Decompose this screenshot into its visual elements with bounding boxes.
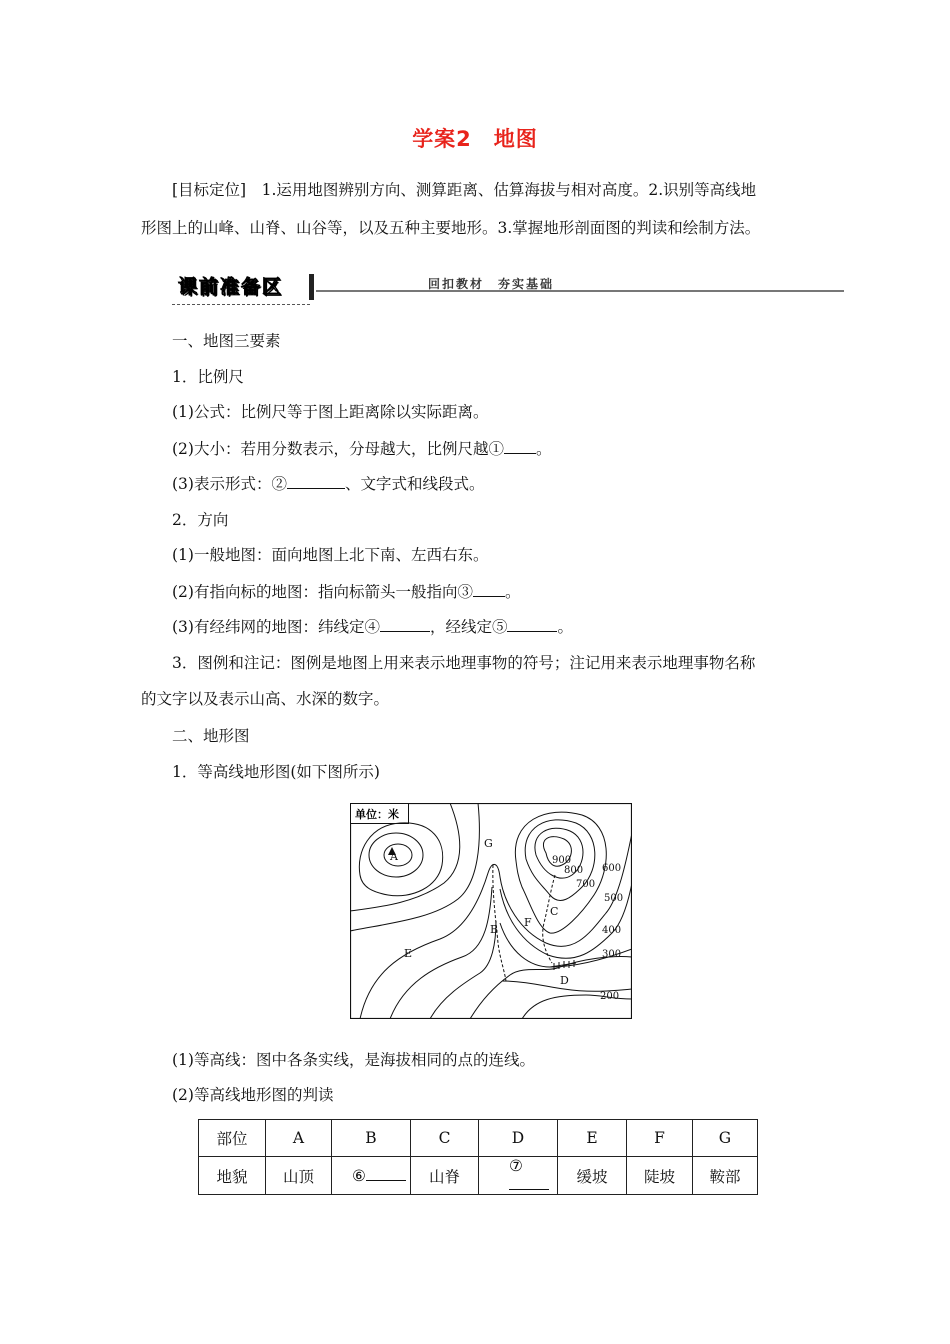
table-header-cell: 部位: [199, 1120, 266, 1157]
table-cell: 鞍部: [693, 1157, 758, 1195]
contour-label-400: 400: [602, 925, 622, 936]
contour-label-900: 900: [552, 855, 572, 866]
contour-label-600: 600: [602, 863, 622, 874]
table-row: [199, 1157, 758, 1195]
heading-direction: 2．方向: [172, 511, 229, 529]
table-cell: 地貌: [199, 1157, 266, 1195]
contour-definition: (1)等高线：图中各条实线，是海拔相同的点的连线。: [172, 1051, 535, 1069]
map-point-g: G: [484, 837, 493, 850]
table-header-cell: D: [479, 1120, 558, 1157]
contour-map-figure: [350, 803, 632, 1019]
contour-label-800: 800: [564, 865, 584, 876]
map-point-b: B: [490, 923, 499, 936]
map-unit-label: 单位：米: [355, 808, 399, 821]
section-banner-heading: 课前准备区: [178, 276, 284, 298]
scale-formula: (1)公式：比例尺等于图上距离除以实际距离。: [172, 403, 489, 421]
table-cell-blank-6[interactable]: ⑥: [332, 1157, 411, 1195]
legend-line-1: 3．图例和注记：图例是地图上用来表示地理事物的符号；注记用来表示地理事物名称: [172, 654, 756, 672]
direction-compass: (2)有指向标的地图：指向标箭头一般指向③ 。: [172, 583, 521, 601]
table-header-cell: F: [627, 1120, 693, 1157]
banner-dash: [172, 304, 310, 305]
map-point-a: A: [390, 850, 398, 863]
table-header-cell: E: [558, 1120, 627, 1157]
map-point-f: F: [524, 916, 532, 929]
blank-5[interactable]: [507, 617, 557, 632]
page-title: 学案2 地图: [412, 127, 538, 151]
map-point-c: C: [550, 905, 559, 918]
contour-label-700: 700: [576, 879, 596, 890]
map-point-d: D: [560, 974, 569, 987]
map-point-e: E: [404, 947, 413, 960]
table-header-cell: B: [332, 1120, 411, 1157]
blank-2[interactable]: [287, 474, 345, 489]
heading-topographic: 二、地形图: [172, 727, 250, 745]
table-cell: 缓坡: [558, 1157, 627, 1195]
scale-size: (2)大小：若用分数表示，分母越大，比例尺越① 。: [172, 440, 552, 458]
blank-1[interactable]: [504, 439, 536, 454]
contour-reading-heading: (2)等高线地形图的判读: [172, 1086, 334, 1104]
heading-map-elements: 一、地图三要素: [172, 332, 281, 350]
banner-divider: [316, 290, 844, 292]
table-cell: 陡坡: [627, 1157, 693, 1195]
table-cell: 山脊: [411, 1157, 479, 1195]
heading-contour-map: 1．等高线地形图(如下图所示): [172, 763, 380, 781]
direction-general: (1)一般地图：面向地图上北下南、左西右东。: [172, 546, 489, 564]
banner-bar: [309, 274, 314, 300]
map-frame: [351, 804, 632, 1019]
table-header-cell: A: [266, 1120, 332, 1157]
contour-label-500: 500: [604, 893, 624, 904]
table-row: [199, 1120, 758, 1157]
section-banner-subtitle: 回扣教材 夯实基础: [428, 277, 555, 291]
blank-4[interactable]: [380, 617, 430, 632]
landform-table: [198, 1119, 758, 1195]
heading-scale: 1．比例尺: [172, 368, 244, 386]
table-cell-blank-7[interactable]: ⑦: [479, 1157, 558, 1195]
legend-line-2: 的文字以及表示山高、水深的数字。: [141, 690, 390, 708]
table-cell: 山顶: [266, 1157, 332, 1195]
contour-label-300: 300: [602, 949, 622, 960]
objective-line-2: 形图上的山峰、山脊、山谷等，以及五种主要地形。3.掌握地形剖面图的判读和绘制方法。: [141, 219, 761, 237]
table-header-cell: C: [411, 1120, 479, 1157]
scale-forms: (3)表示形式：② 、文字式和线段式。: [172, 475, 485, 493]
direction-grid: (3)有经纬网的地图：纬线定④ ，经线定⑤ 。: [172, 618, 573, 636]
table-header-cell: G: [693, 1120, 758, 1157]
objective-line-1: [目标定位] 1.运用地图辨别方向、测算距离、估算海拔与相对高度。2.识别等高线地: [172, 181, 757, 199]
blank-3[interactable]: [473, 582, 505, 597]
contour-label-200: 200: [600, 991, 620, 1002]
